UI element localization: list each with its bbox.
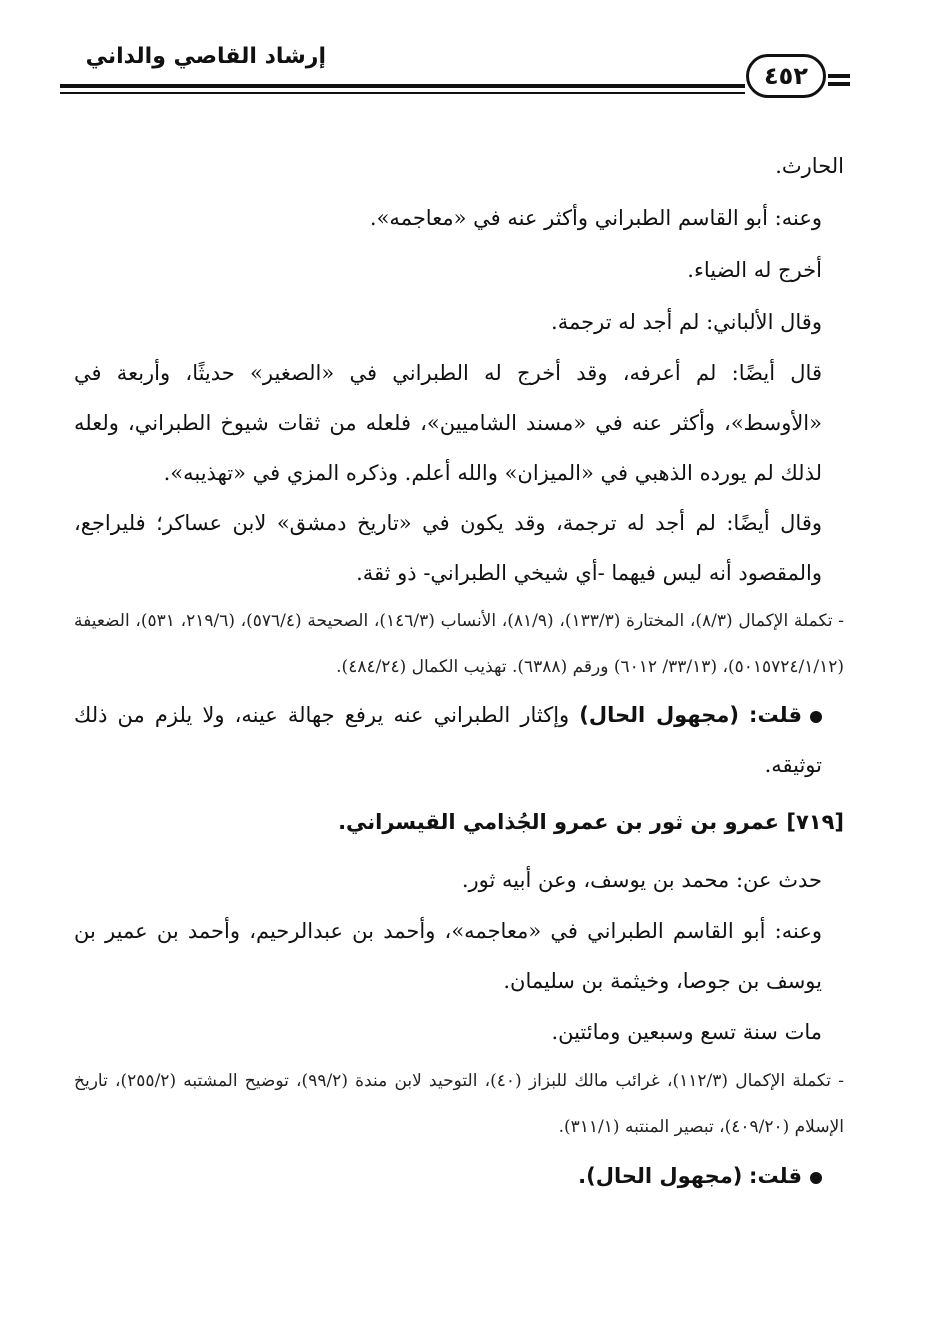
verdict-1-text: وإكثار الطبراني عنه يرفع جهالة عينه، ولا يلزم من ذلك توثيقه. bbox=[74, 703, 822, 777]
verdict-1-label: قلت: bbox=[749, 703, 802, 727]
paragraph-1: الحارث. bbox=[775, 154, 844, 178]
entry-heading: [٧١٩] عمرو بن ثور بن عمرو الجُذامي القيسراني. bbox=[338, 810, 844, 834]
verdict-2 bbox=[74, 1150, 844, 1202]
verdict-2-label: قلت: bbox=[749, 1164, 802, 1188]
paragraph-4: وقال الألباني: لم أجد له ترجمة. bbox=[551, 310, 822, 334]
paragraph-8: وعنه: أبو القاسم الطبراني في «معاجمه»، وأحمد بن عبدالرحيم، وأحمد بن عمير بن يوسف بن جوصا، وخيثمة بن سليمان. bbox=[74, 919, 822, 993]
paragraph-6: وقال أيضًا: لم أجد له ترجمة، وقد يكون في «تاريخ دمشق» لابن عساكر؛ فليراجع، والمقصود أنه ليس فيهما -أي شيخي الطبراني- ذو ثقة. bbox=[74, 511, 822, 585]
bullet-icon bbox=[810, 711, 822, 723]
paragraph-9: مات سنة تسع وسبعين ومائتين. bbox=[551, 1020, 822, 1044]
footnote-sources-1: - تكملة الإكمال (٨/٣)، المختارة (١٣٣/٣)، (٨١/٩)، الأنساب (١٤٦/٣)، الصحيحة (٥٧٦/٤)، (٢١٩/٦، ٥٣١)، الضعيفة (٥٠١٥٧٢٤/١/١٢)، (٣٣/١٣/ ٦٠١٢) ورقم (٦٣٨٨). تهذيب الكمال (٤٨٤/٢٤). bbox=[74, 611, 844, 677]
footnote-sources-2: - تكملة الإكمال (١١٢/٣)، غرائب مالك للبزاز (٤٠)، التوحيد لابن مندة (٩٩/٢)، توضيح المشتبه (٢٥٥/٢)، تاريخ الإسلام (٤٠٩/٢٠)، تبصير المنتبه (٣١١/١). bbox=[74, 1071, 844, 1137]
header-rule-thin bbox=[60, 92, 745, 94]
verdict-1 bbox=[74, 690, 844, 790]
paragraph-2: وعنه: أبو القاسم الطبراني وأكثر عنه في «معاجمه». bbox=[369, 206, 822, 230]
bullet-icon bbox=[810, 1172, 822, 1184]
paragraph-5: قال أيضًا: لم أعرفه، وقد أخرج له الطبراني في «الصغير» حديثًا، وأربعة في «الأوسط»، وأكثر عنه في «مسند الشاميين»، فلعله من ثقات شيوخ الطبراني، ولعله لذلك لم يورده الذهبي في «الميزان» والله أعلم. وذكره المزي في «تهذيبه». bbox=[74, 361, 822, 485]
header-rule-thick bbox=[60, 84, 745, 88]
book-title: إرشاد القاصي والداني bbox=[85, 44, 326, 69]
verdict-1-status: (مجهول الحال) bbox=[579, 703, 739, 727]
page-number-badge: ٤٥٢ bbox=[746, 54, 826, 98]
paragraph-3: أخرج له الضياء. bbox=[687, 258, 822, 282]
page-header bbox=[60, 40, 850, 110]
header-rule-right-top bbox=[828, 74, 850, 78]
header-rule-right-bottom bbox=[828, 82, 850, 86]
page-body bbox=[74, 140, 844, 1202]
verdict-2-status: (مجهول الحال). bbox=[578, 1164, 743, 1188]
paragraph-7: حدث عن: محمد بن يوسف، وعن أبيه ثور. bbox=[461, 868, 822, 892]
